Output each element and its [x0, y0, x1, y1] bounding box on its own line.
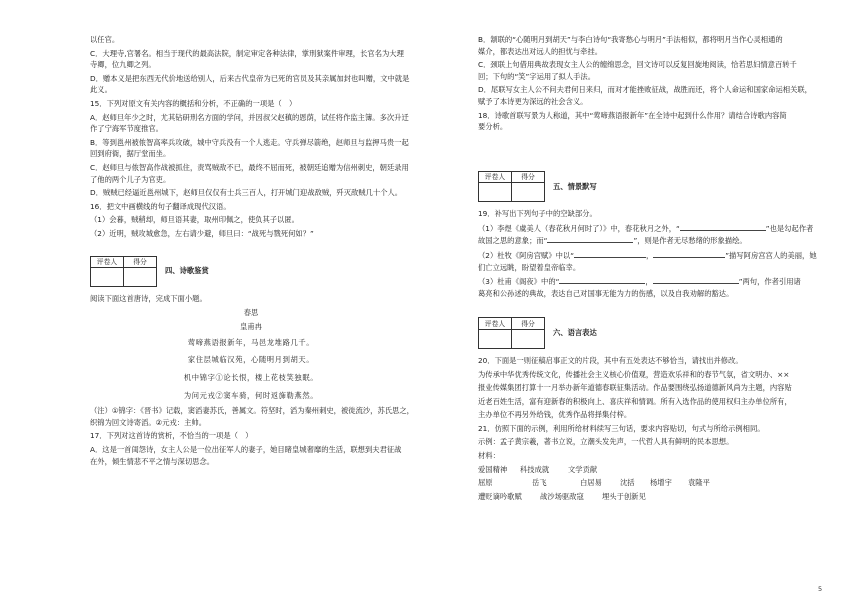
poem-line: 机中锦字①论长恨，楼上花枝笑独眠。: [183, 372, 319, 382]
question-21: 21．仿照下面的示例，利用所给材料续写三句话，要求内容贴切，句式与所给示例相同。: [478, 423, 765, 433]
score-box: [478, 171, 800, 203]
question-20: 20．下面是一则征稿启事正文的片段，其中有五处表达不够恰当，请找出并修改。: [478, 355, 743, 365]
question-17-option-b-cont: 媒介，都表达出对远人的担忧与牵挂。: [478, 46, 603, 56]
question-19-item-3-cont: 葛亮和公孙述的典故，表达自己对国事无能为力的伤感，以及自我劝解的豁达。: [478, 288, 734, 298]
score-rater-label: 评卷人: [479, 171, 512, 183]
text-span: ，: [645, 277, 653, 287]
question-18: 18．诗歌首联写景为人称道，其中“莺啼燕语报新年”在全诗中起到什么作用？请结合诗歌内容简: [478, 110, 787, 120]
question-15-option-c-cont: 了他的两个儿子为官吏。: [90, 174, 171, 184]
option-c: C．大理寺,官署名。相当于现代的最高法院，制定审定各种法律，掌刑狱案件审理，长官名为大理: [90, 48, 404, 58]
text-span: ”，则是作者无尽愁绪的形象描绘。: [633, 236, 747, 246]
question-19-item-3: [478, 275, 800, 288]
question-17-option-a: A．这是一首闺怨诗，女主人公是一位出征军人的妻子，她目睹皇城奢靡的生活，联想到夫君征战: [90, 444, 402, 454]
question-15-option-a-cont: 作了宁海军节度推官。: [90, 124, 163, 134]
option-d: D．赠本义是把东西无代价地送给别人，后来古代皇帝为已死的官员及其亲属加封也叫赠，文中就是: [90, 73, 410, 83]
text-span: ”两句，作者引用诸: [738, 277, 801, 287]
passage-line: 为传承中华优秀传统文化，传播社会主义核心价值观，营造欢乐祥和的春节气氛，省文明办、××: [478, 369, 790, 379]
question-15-option-a: A．赵师旦年少之时，尤其钻研刑名方面的学问，并因叔父赵稹的恩荫，试任将作监主簿。多次升迁: [90, 112, 409, 122]
text-span: （1）李煜《虞美人（春花秋月何时了）》中，春花秋月之外，“: [478, 223, 680, 233]
question-19-item-2-cont: 们亡立远眺，盼望着皇帝临幸。: [478, 262, 581, 272]
score-points-label: 得分: [124, 256, 157, 268]
question-17-option-c: C．颈联上句借用典故表现女主人公的缠绵思念，回文诗可以反复回旋地阅读，恰若思妇情意百转千: [478, 60, 797, 70]
question-15: 15．下列对原文有关内容的概括和分析，不正确的一项是（ ）: [90, 98, 297, 108]
poem-note-cont: 织锦为回文诗寄滔。②元戎：主帅。: [90, 417, 206, 427]
fill-blank[interactable]: [653, 275, 739, 284]
question-17-option-d-cont: 赋予了本诗更为深远的社会含义。: [478, 96, 588, 106]
material-row: [478, 477, 800, 489]
score-points-label: 得分: [512, 318, 545, 330]
score-table: [478, 171, 545, 203]
material-label: 材料：: [478, 451, 500, 461]
text-span: 故国之思的意象；而“: [478, 236, 548, 246]
section-title: 五、情景默写: [553, 181, 597, 191]
question-15-option-c: C．赵师旦与侬智高作战被抓住，责骂贼敌不已，最终不屈而死，被朝廷追赠为信州刺史，朝廷录用: [90, 162, 409, 172]
passage-line: 近老百姓生活，富有迎新春的积极向上、喜庆祥和情调。所有入选作品的使用权归主办单位所有，: [478, 396, 792, 406]
poem: [90, 307, 412, 402]
material-word: 屈原: [478, 478, 493, 488]
fill-blank[interactable]: [653, 249, 725, 258]
score-rater-cell[interactable]: [479, 183, 512, 202]
fill-blank[interactable]: [574, 249, 646, 258]
section-title: 四、诗歌鉴赏: [165, 266, 209, 276]
score-box: [478, 317, 800, 349]
score-points-cell[interactable]: [512, 183, 545, 202]
poem-author: 皇甫冉: [240, 322, 262, 332]
left-column: [90, 34, 412, 467]
question-17-option-d: D．尾联写女主人公不问夫君何日来归，而对才能挫败征战，战胜而还，将个人命运和国家命运相关联，: [478, 85, 812, 95]
material-word: 遭贬谪吟歌赋: [478, 491, 522, 501]
poem-line: 为问元戎②窦车骑，何时返旆勒燕然。: [183, 390, 319, 400]
score-points-cell[interactable]: [512, 329, 545, 348]
score-rater-label: 评卷人: [479, 318, 512, 330]
poem-line: 家住层城临汉苑，心随明月到胡天。: [187, 355, 315, 365]
poem-note: （注）①锦字：《晋书》记载，窦滔妻苏氏，善属文。符坚时，滔为秦州刺史，被徙流沙，苏氏思之，: [90, 406, 414, 416]
question-19-item-2: [478, 249, 817, 262]
score-table: [478, 317, 545, 349]
page-number: 5: [818, 585, 823, 593]
material-word: 战沙场驱敌寇: [540, 491, 584, 501]
question-16-item-1: （1）会暮，贼稍却，师旦语其妻，取州印佩之，使负其子以匿。: [90, 215, 299, 225]
material-word: 爱国精神: [478, 464, 508, 474]
question-17: 17．下列对这首诗的赏析，不恰当的一项是（ ）: [90, 431, 253, 441]
option-c-cont: 寺卿，位九卿之列。: [90, 60, 156, 70]
section-title: 六、语言表达: [553, 328, 597, 338]
score-points-cell[interactable]: [124, 268, 157, 287]
material-word: 袁隆平: [688, 478, 710, 488]
material-word: 岳飞: [532, 478, 547, 488]
text-span: ”描写阿房宫宫人的美丽，她: [725, 251, 817, 261]
material-word: 杨增宇: [650, 478, 672, 488]
passage-line: 主办单位不再另外给钱，优秀作品将择集付梓。: [478, 410, 632, 420]
fill-blank[interactable]: [680, 222, 766, 231]
text-line: 以任官。: [90, 35, 120, 44]
question-17-option-c-cont: 回；下句的“笑”字运用了拟人手法。: [478, 71, 596, 81]
material-word: 埋头于创新见: [602, 491, 646, 501]
poem-intro: 阅读下面这首唐诗，完成下面小题。: [90, 294, 207, 303]
question-16-item-2: （2）近明，贼攻城愈急，左右请少避，师旦曰：“战死与戮死何如？”: [90, 228, 314, 238]
question-18-cont: 要分析。: [478, 122, 508, 132]
passage-line: 报业传媒集团打算十一月举办新年道德春联征集活动。作品要围绕弘扬道德新风尚为主题，内容贴: [478, 383, 792, 393]
score-points-label: 得分: [512, 171, 545, 183]
question-17-option-b: B．颔联的“心随明月到胡天”与李白诗句“我寄愁心与明月”手法相似，都将明月当作心灵相通的: [478, 35, 783, 44]
question-16: 16．把文中画横线的句子翻译成现代汉语。: [90, 201, 231, 211]
fill-blank[interactable]: [547, 234, 633, 243]
fill-blank[interactable]: [559, 275, 645, 284]
right-column: [478, 34, 817, 502]
material-word: 白居易: [580, 478, 602, 488]
material-word: 文学贡献: [568, 464, 598, 474]
question-17-option-a-cont: 在外，倾生情悲不平之情与深切思念。: [90, 456, 215, 466]
score-rater-cell[interactable]: [91, 268, 124, 287]
option-d-cont: 此义。: [90, 85, 112, 95]
score-rater-label: 评卷人: [91, 256, 124, 268]
material-word: 科技成就: [520, 464, 550, 474]
question-15-option-d: D．贼贼已经逼近邕州城下，赵师旦仅仅有士兵三百人，打开城门迎战敌贼，歼灭敌贼几十个人。: [90, 188, 403, 198]
question-15-option-b-cont: 回到府衙，据厅堂而坐。: [90, 149, 171, 159]
poem-line: 莺啼燕语报新年，马邑龙堆路几千。: [187, 337, 315, 347]
question-15-option-b: B．等到邕州被侬智高率兵攻破，城中守兵没有一个人逃走。守兵弹尽箭绝，赵师旦与监押马贵一起: [90, 137, 409, 147]
question-19-item-1: [478, 222, 814, 235]
text-span: ，: [645, 251, 654, 261]
material-row: [478, 491, 800, 503]
poem-title: 春思: [243, 307, 259, 317]
material-word: 沈括: [620, 478, 635, 488]
text-span: （2）杜牧《阿房宫赋》中以“: [478, 251, 574, 261]
example-line: 示例：孟子黄宗羲，著书立说，立潮头发先声，一代哲人具有鲜明的民本思想。: [478, 437, 734, 447]
material-row: [478, 464, 800, 476]
question-19: 19．补写出下列句子中的空缺部分。: [478, 209, 597, 219]
score-box: [90, 256, 412, 288]
text-span: ”也是勾起作者: [765, 223, 814, 233]
score-rater-cell[interactable]: [479, 329, 512, 348]
question-19-item-1-cont: [478, 234, 800, 247]
score-table: [90, 256, 157, 288]
text-span: （3）杜甫《阁夜》中的“: [478, 277, 560, 287]
